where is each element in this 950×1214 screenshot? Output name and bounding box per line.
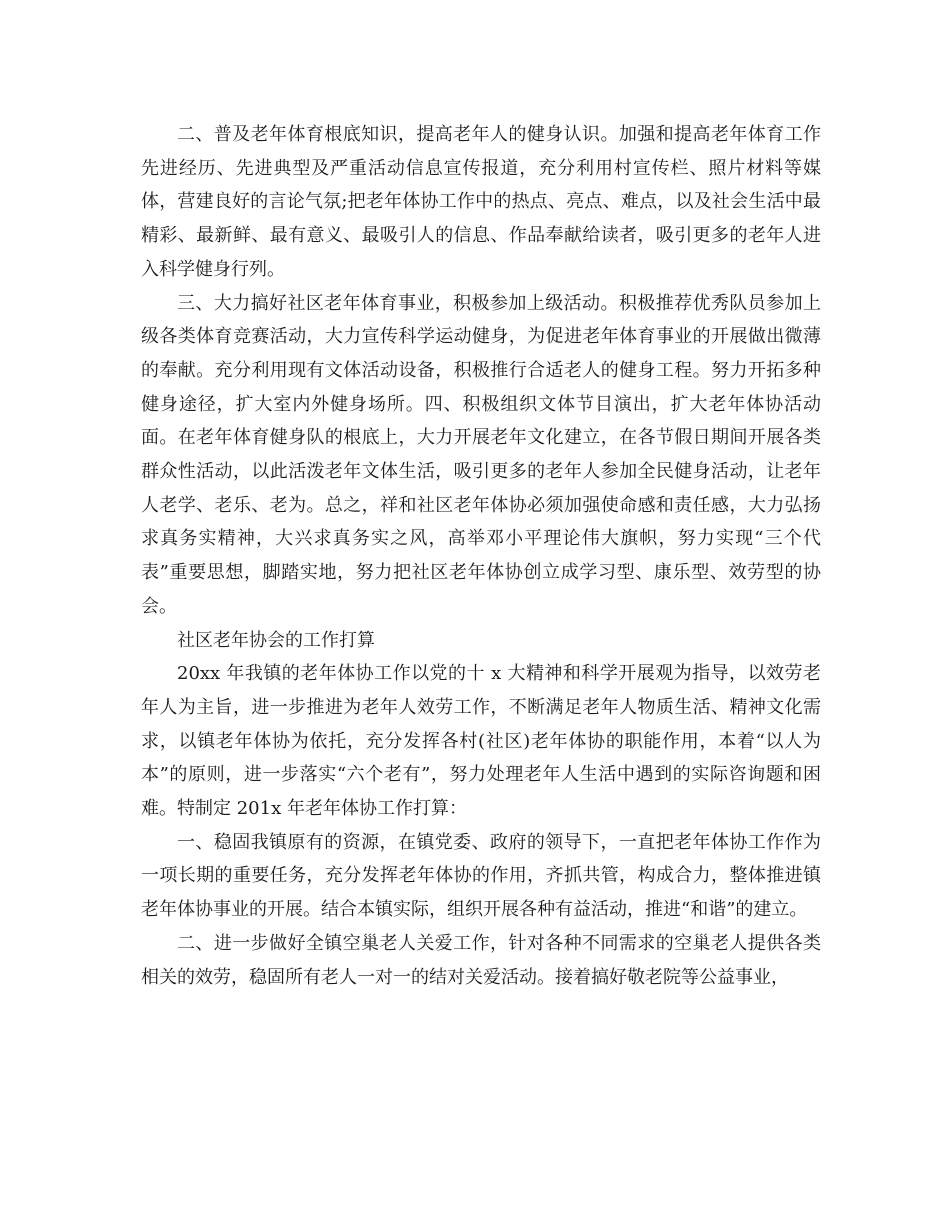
paragraph-consolidate-resources: 一、稳固我镇原有的资源，在镇党委、政府的领导下，一直把老年体协工作作为一项长期的重要任务，充分发挥老年体协的作用，齐抓共管，构成合力，整体推进镇老年体协事业的开展。结合本镇实际，组织开展各种有益活动，推进“和谐”的建立。 xyxy=(141,831,821,921)
paragraph-popularize-knowledge: 二、普及老年体育根底知识，提高老年人的健身认识。加强和提高老年体育工作先进经历、先进典型及严重活动信息宣传报道，充分利用村宣传栏、照片材料等媒体，营建良好的言论气氛;把老年体协工作中的热点、亮点、难点，以及社会生活中最精彩、最新鲜、最有意义、最吸引人的信息、作品奉献给读者，吸引更多的老年人进入科学健身行列。 xyxy=(141,124,821,280)
paragraph-community-sports: 三、大力搞好社区老年体育事业，积极参加上级活动。积极推荐优秀队员参加上级各类体育竞赛活动，大力宣传科学运动健身，为促进老年体育事业的开展做出微薄的奉献。充分利用现有文体活动设备，积极推行合适老人的健身工程。努力开拓多种健身途径，扩大室内外健身场所。四、积极组织文体节目演出，扩大老年体协活动面。在老年体育健身队的根底上，大力开展老年文化建立，在各节假日期间开展各类群众性活动，以此活泼老年文体生活，吸引更多的老年人参加全民健身活动，让老年人老学、老乐、老为。总之，祥和社区老年体协必须加强使命感和责任感，大力弘扬求真务实精神，大兴求真务实之风，高举邓小平理论伟大旗帜，努力实现“三个代表”重要思想，脚踏实地，努力把社区老年体协创立成学习型、康乐型、效劳型的协会。 xyxy=(141,292,821,617)
section-heading-work-plan: 社区老年协会的工作打算 xyxy=(177,629,375,651)
paragraph-empty-nest-care: 二、进一步做好全镇空巢老人关爱工作，针对各种不同需求的空巢老人提供各类相关的效劳，稳固所有老人一对一的结对关爱活动。接着搞好敬老院等公益事业， xyxy=(141,932,821,988)
document-body xyxy=(141,118,821,994)
paragraph-plan-intro: 20xx 年我镇的老年体协工作以党的十 x 大精神和科学开展观为指导，以效劳老年人为主旨，进一步推进为老年人效劳工作，不断满足老年人物质生活、精神文化需求，以镇老年体协为依托，充分发挥各村(社区)老年体协的职能作用，本着“以人为本”的原则，进一步落实“六个老有”，努力处理老年人生活中遇到的实际咨询题和困难。特制定 201x 年老年体协工作打算： xyxy=(141,663,821,820)
